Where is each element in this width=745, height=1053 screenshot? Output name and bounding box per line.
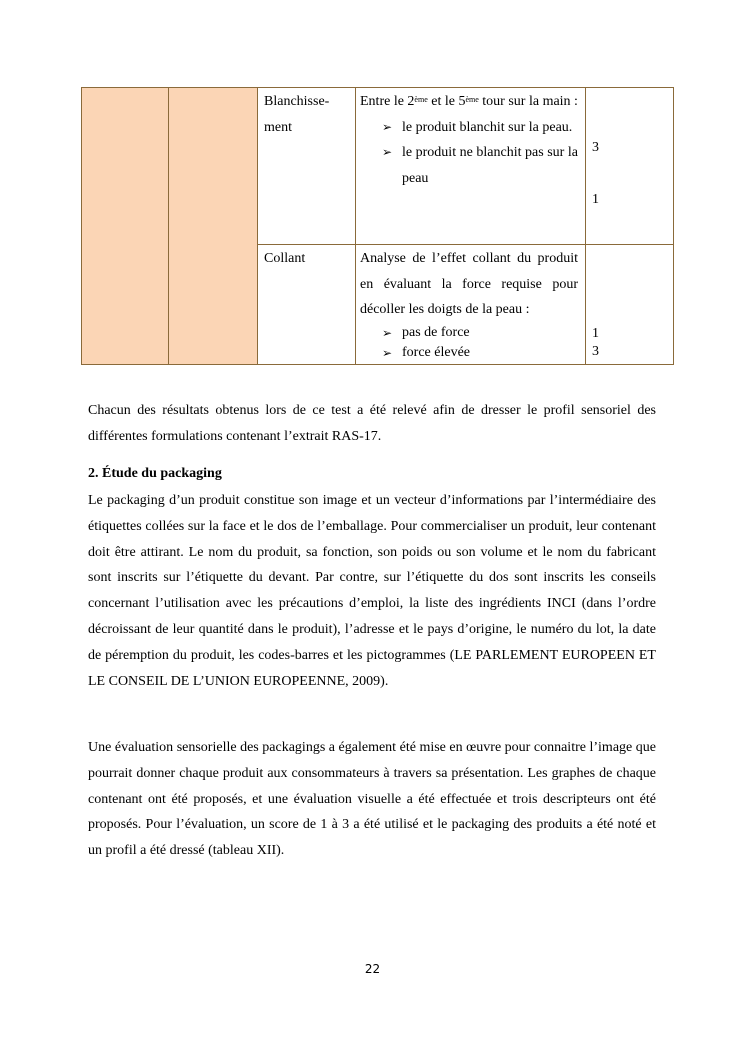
- criterion-cell: [258, 88, 356, 245]
- score-value: 3: [592, 140, 599, 155]
- description-cell: [356, 88, 586, 245]
- arrow-bullet-icon: ➢: [382, 119, 393, 134]
- list-item: ➢ le produit ne blanchit pas sur la peau: [356, 140, 585, 191]
- page-number: 22: [364, 962, 381, 976]
- section-heading: 2. Étude du packaging: [88, 466, 222, 481]
- list-item: ➢ pas de force: [356, 323, 585, 343]
- paragraph-results: Chacun des résultats obtenus lors de ce test a été relevé afin de dresser le profil sensoriel des différentes formulations contenant l’extrait RAS-17.: [88, 403, 656, 444]
- description-lead: Entre le 2ème et le 5ème tour sur la main :: [360, 94, 578, 109]
- table-row: [82, 88, 674, 245]
- score-value: 1: [592, 326, 599, 341]
- description-lead: Analyse de l’effet collant du produit en évaluant la force requise pour décoller les doigts de la peau :: [360, 251, 578, 317]
- score-cell: [586, 245, 674, 365]
- criterion-label: Blanchisse-ment: [264, 94, 330, 135]
- criterion-cell: [258, 245, 356, 365]
- score-value: 3: [592, 344, 599, 359]
- score-value: 1: [592, 192, 599, 207]
- sensory-criteria-table: [81, 87, 674, 365]
- arrow-bullet-icon: ➢: [382, 345, 393, 360]
- description-cell: [356, 245, 586, 365]
- arrow-bullet-icon: ➢: [382, 325, 393, 340]
- criterion-label: Collant: [264, 251, 306, 266]
- list-item: ➢ force élevée: [356, 343, 585, 363]
- paragraph-packaging: Le packaging d’un produit constitue son image et un vecteur d’informations par l’intermédiaire des étiquettes collées sur la face et le dos de l’emballage. Pour commercialiser un produit, leur contenant doit être attirant. Le nom du produit, sa fonction, son poids ou son volume et le nom du fabricant sont inscrits sur l’étiquette du devant. Par contre, sur l’étiquette du dos sont inscrits les conseils concernant l’utilisation avec les précautions d’emploi, la liste des ingrédients INCI (dans l’ordre décroissant de leur quantité dans le produit), l’adresse et le pays d’origine, le numéro du lot, la date de péremption du produit, les codes-barres et les pictogrammes (LE PARLEMENT EUROPEEN ET LE CONSEIL DE L’UNION EUROPEENNE, 2009).: [88, 493, 656, 689]
- score-cell: [586, 88, 674, 245]
- list-item: ➢ le produit blanchit sur la peau.: [356, 115, 585, 141]
- paragraph-sensory-evaluation: Une évaluation sensorielle des packagings a également été mise en œuvre pour connaitre l’image que pourrait donner chaque produit aux consommateurs à travers sa présentation. Les graphes de chaque contenant ont été proposés, et une évaluation visuelle a été effectuée et trois descripteurs ont été proposés. Pour l’évaluation, un score de 1 à 3 a été utilisé et le packaging des produits a été noté et un profil a été dressé (tableau XII).: [88, 740, 656, 859]
- merged-cell-col1: [82, 88, 169, 365]
- arrow-bullet-icon: ➢: [382, 145, 393, 159]
- merged-cell-col2: [169, 88, 258, 365]
